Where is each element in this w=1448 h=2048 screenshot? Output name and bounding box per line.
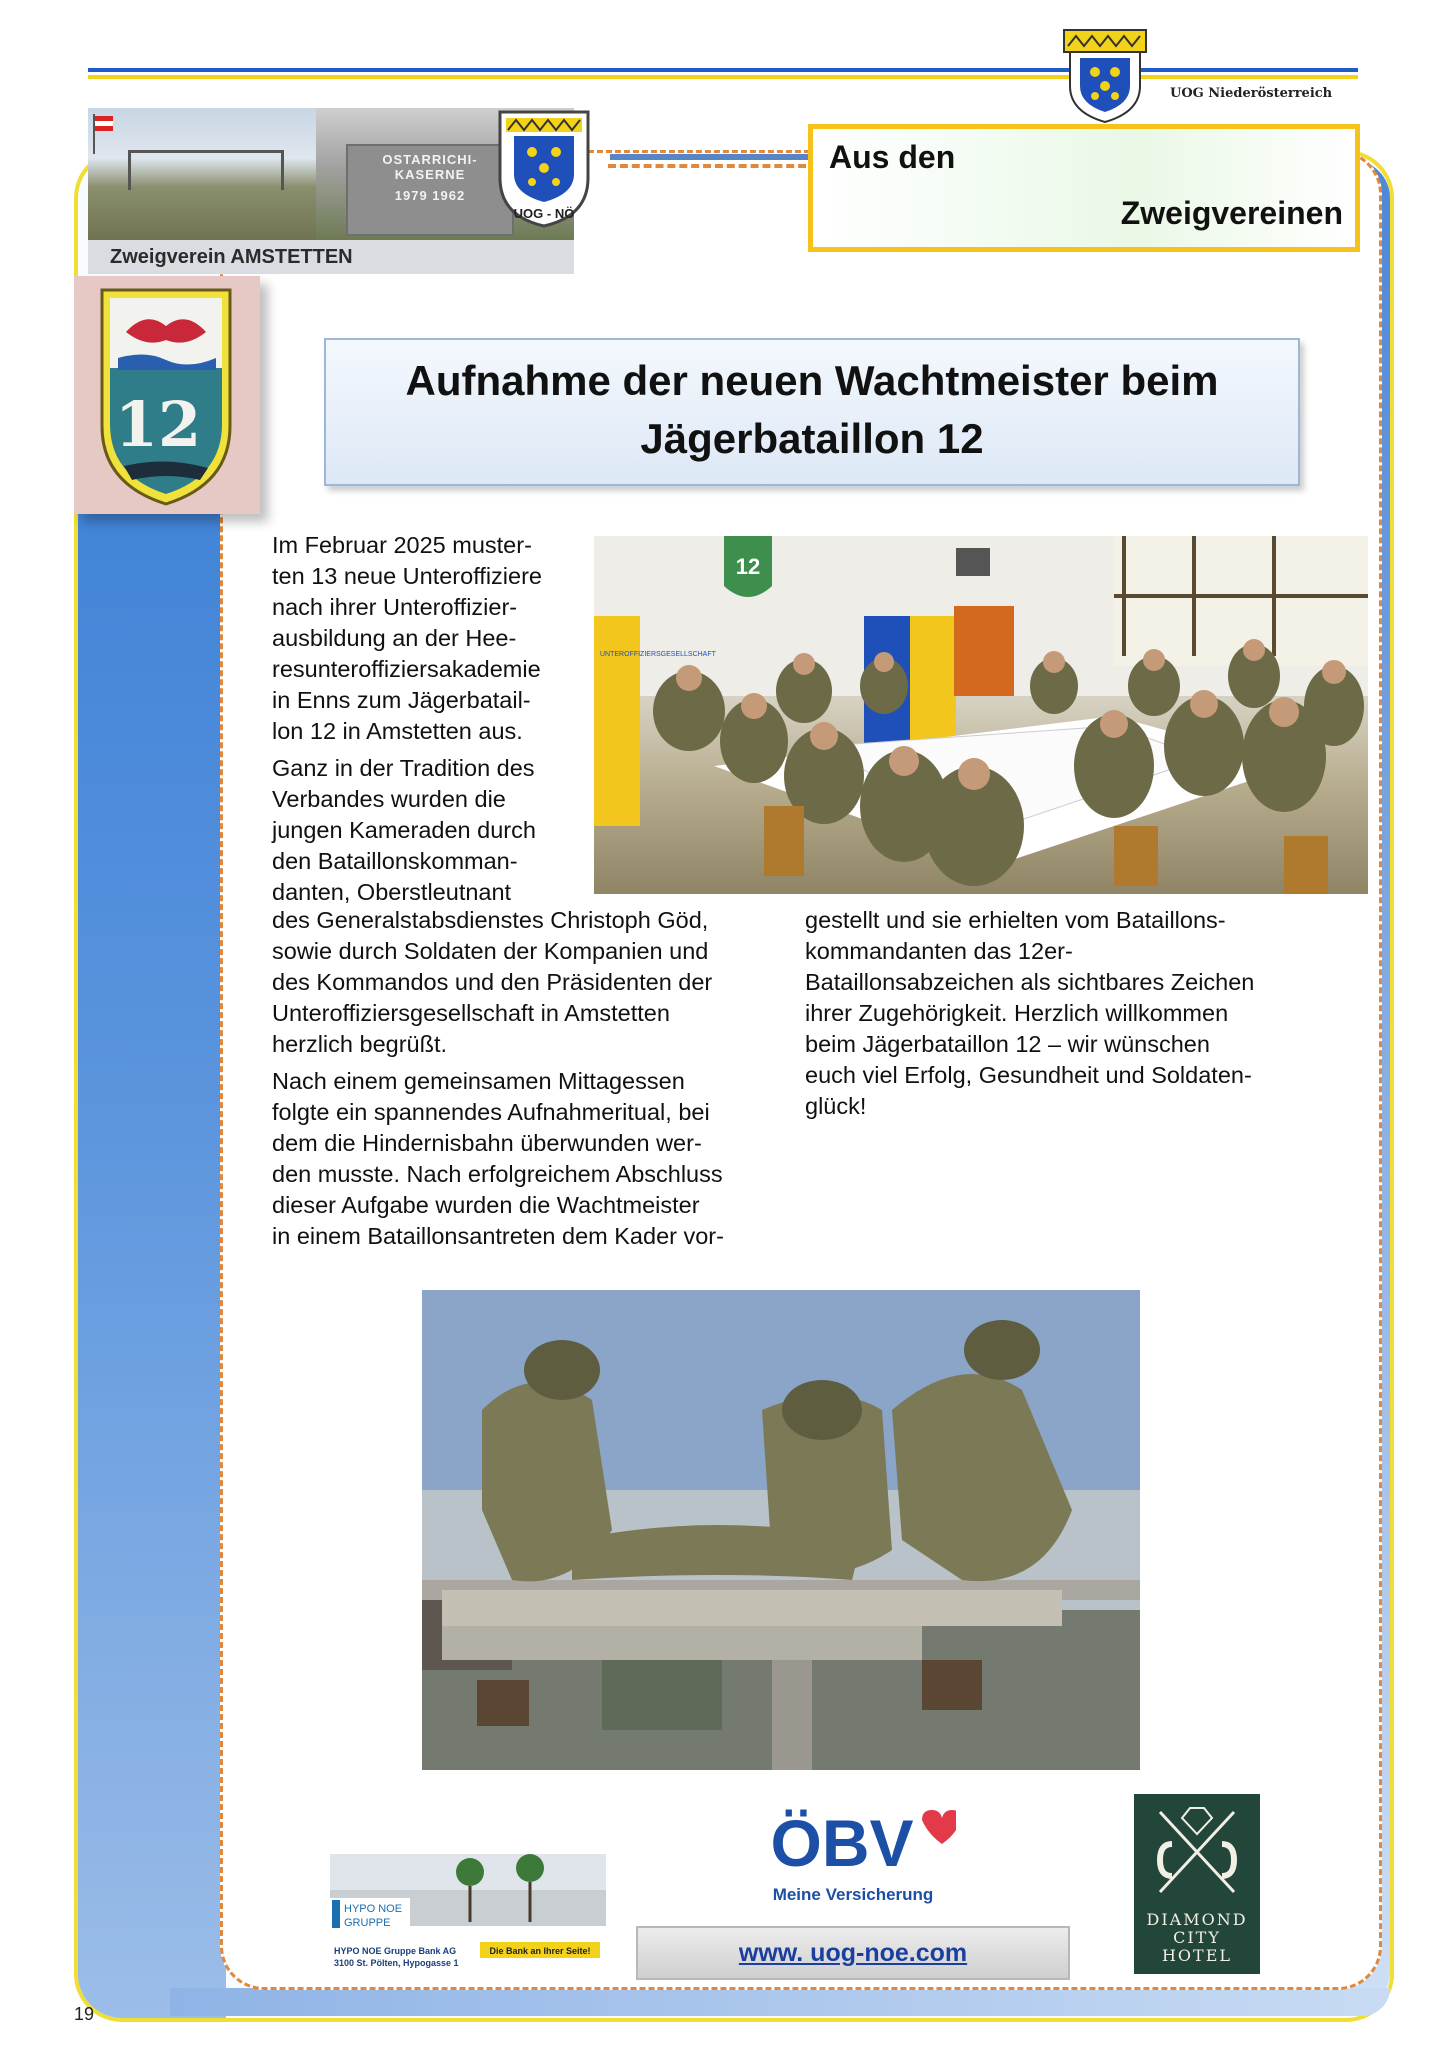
article-column-right: [805, 905, 1325, 1122]
website-bar: [636, 1926, 1070, 1980]
top-dash-line: [608, 164, 818, 168]
text-line: herzlich begrüßt.: [272, 1031, 448, 1057]
diamond-line2: CITY: [1173, 1928, 1221, 1947]
badge-number: 12: [114, 388, 202, 461]
paragraph-welcome: [272, 905, 792, 1060]
hypo-address-line2: 3100 St. Pölten, Hypogasse 1: [334, 1958, 459, 1968]
header-line-blue: [88, 68, 1358, 72]
diamond-keys-icon: [1152, 1804, 1242, 1900]
left-blue-band: [78, 330, 226, 2018]
text-line: gestellt und sie erhielten vom Bataillons-: [805, 907, 1226, 933]
text-line: dieser Aufgabe wurden die Wachtmeister: [272, 1192, 700, 1218]
stone-years: 1979 1962: [394, 188, 466, 203]
text-line: dem die Hindernisbahn überwunden wer-: [272, 1130, 702, 1156]
banner-left-text: UNTEROFFIZIERSGESELLSCHAFT: [600, 651, 716, 658]
text-line: kommandanten das 12er-: [805, 938, 1073, 964]
obv-tagline: Meine Versicherung: [772, 1885, 934, 1904]
text-line: beim Jägerbataillon 12 – wir wünschen: [805, 1031, 1210, 1057]
text-line: ten 13 neue Unteroffiziere: [272, 563, 542, 589]
text-line: ausbildung an der Hee-: [272, 625, 517, 651]
text-line: Unteroffiziersgesellschaft in Amstetten: [272, 1000, 670, 1026]
banner-caption-bar: [88, 240, 574, 274]
uog-crest-icon: [1062, 28, 1148, 124]
text-line: Bataillonsabzeichen als sichtbares Zeichen: [805, 969, 1255, 995]
section-heading-box: [808, 124, 1360, 252]
text-line: des Kommandos und den Präsidenten der: [272, 969, 713, 995]
page-number: 19: [74, 2004, 95, 2024]
article-title: [326, 340, 1298, 468]
header-line-yellow: [88, 75, 1358, 79]
crest-caption: UOG - NÖ: [513, 206, 575, 221]
text-line: ihrer Zugehörigkeit. Herzlich willkommen: [805, 1000, 1229, 1026]
austria-flag-icon: [92, 114, 114, 154]
text-line: euch viel Erfolg, Gesundheit und Soldaten-: [805, 1062, 1252, 1088]
hypo-logo: HYPO NOE: [344, 1903, 403, 1915]
hypo-logo-2: GRUPPE: [344, 1917, 391, 1929]
article-title-box: [324, 338, 1300, 486]
barracks-gate-photo: [88, 108, 316, 240]
top-accent-bar: [610, 154, 820, 160]
section-heading-line1: Aus den: [829, 139, 956, 175]
stone-text: OSTARRICHI-KASERNE: [382, 152, 478, 182]
website-link[interactable]: www. uog-noe.com: [738, 1939, 968, 1967]
paragraph-closing: [805, 905, 1325, 1122]
text-line: jungen Kameraden durch: [272, 817, 536, 843]
org-label: UOG Niederösterreich: [1170, 86, 1333, 101]
text-line: lon 12 in Amstetten aus.: [272, 718, 523, 744]
text-line: Ganz in der Tradition des: [272, 755, 535, 781]
heart-icon: [922, 1810, 956, 1844]
text-line: den Bataillonskomman-: [272, 848, 518, 874]
article-title-line1: Aufnahme der neuen Wachtmeister beim: [405, 357, 1219, 404]
banner-caption: Zweigverein AMSTETTEN: [110, 246, 353, 268]
paragraph-intro: [272, 530, 587, 747]
diamond-line3: HOTEL: [1161, 1946, 1233, 1965]
text-line: des Generalstabsdienstes Christoph Göd,: [272, 907, 709, 933]
article-column-intro: [272, 530, 587, 908]
diamond-city-hotel-ad: [1134, 1794, 1260, 1974]
text-line: in einem Bataillonsantreten dem Kader vor-: [272, 1223, 724, 1249]
flag-number: 12: [735, 554, 761, 579]
text-line: danten, Oberstleutnant: [272, 879, 512, 905]
section-heading-line2: Zweigvereinen: [1120, 195, 1343, 231]
text-line: den musste. Nach erfolgreichem Abschluss: [272, 1161, 723, 1187]
gate-structure: [128, 150, 284, 190]
obstacle-course-photo: [422, 1290, 1140, 1770]
obv-ad: [750, 1800, 956, 1910]
article-title-line2: Jägerbataillon 12: [640, 415, 984, 462]
obv-logo: ÖBV: [770, 1806, 914, 1880]
text-line: in Enns zum Jägerbatail-: [272, 687, 531, 713]
dinner-photo: [594, 536, 1368, 894]
text-line: Verbandes wurden die: [272, 786, 506, 812]
memorial-stone: [346, 144, 514, 236]
text-line: folgte ein spannendes Aufnahmeritual, bei: [272, 1099, 710, 1125]
jaegerbataillon-12-badge: [96, 286, 236, 508]
text-line: Nach einem gemeinsamen Mittagessen: [272, 1068, 685, 1094]
text-line: glück!: [805, 1093, 867, 1119]
text-line: Im Februar 2025 muster-: [272, 532, 532, 558]
hypo-slogan: Die Bank an Ihrer Seite!: [489, 1946, 591, 1956]
uog-noe-crest-icon: [496, 108, 592, 228]
text-line: sowie durch Soldaten der Kompanien und: [272, 938, 709, 964]
hypo-address-line1: HYPO NOE Gruppe Bank AG: [334, 1946, 457, 1956]
diamond-line1: DIAMOND: [1146, 1910, 1248, 1929]
text-line: nach ihrer Unteroffizier-: [272, 594, 518, 620]
hypo-noe-ad: [330, 1850, 606, 1972]
bottom-blue-band: [170, 1988, 1390, 2016]
article-column-left: [272, 905, 792, 1252]
text-line: resunteroffiziersakademie: [272, 656, 541, 682]
paragraph-tradition: [272, 753, 587, 908]
paragraph-ritual: [272, 1066, 792, 1252]
